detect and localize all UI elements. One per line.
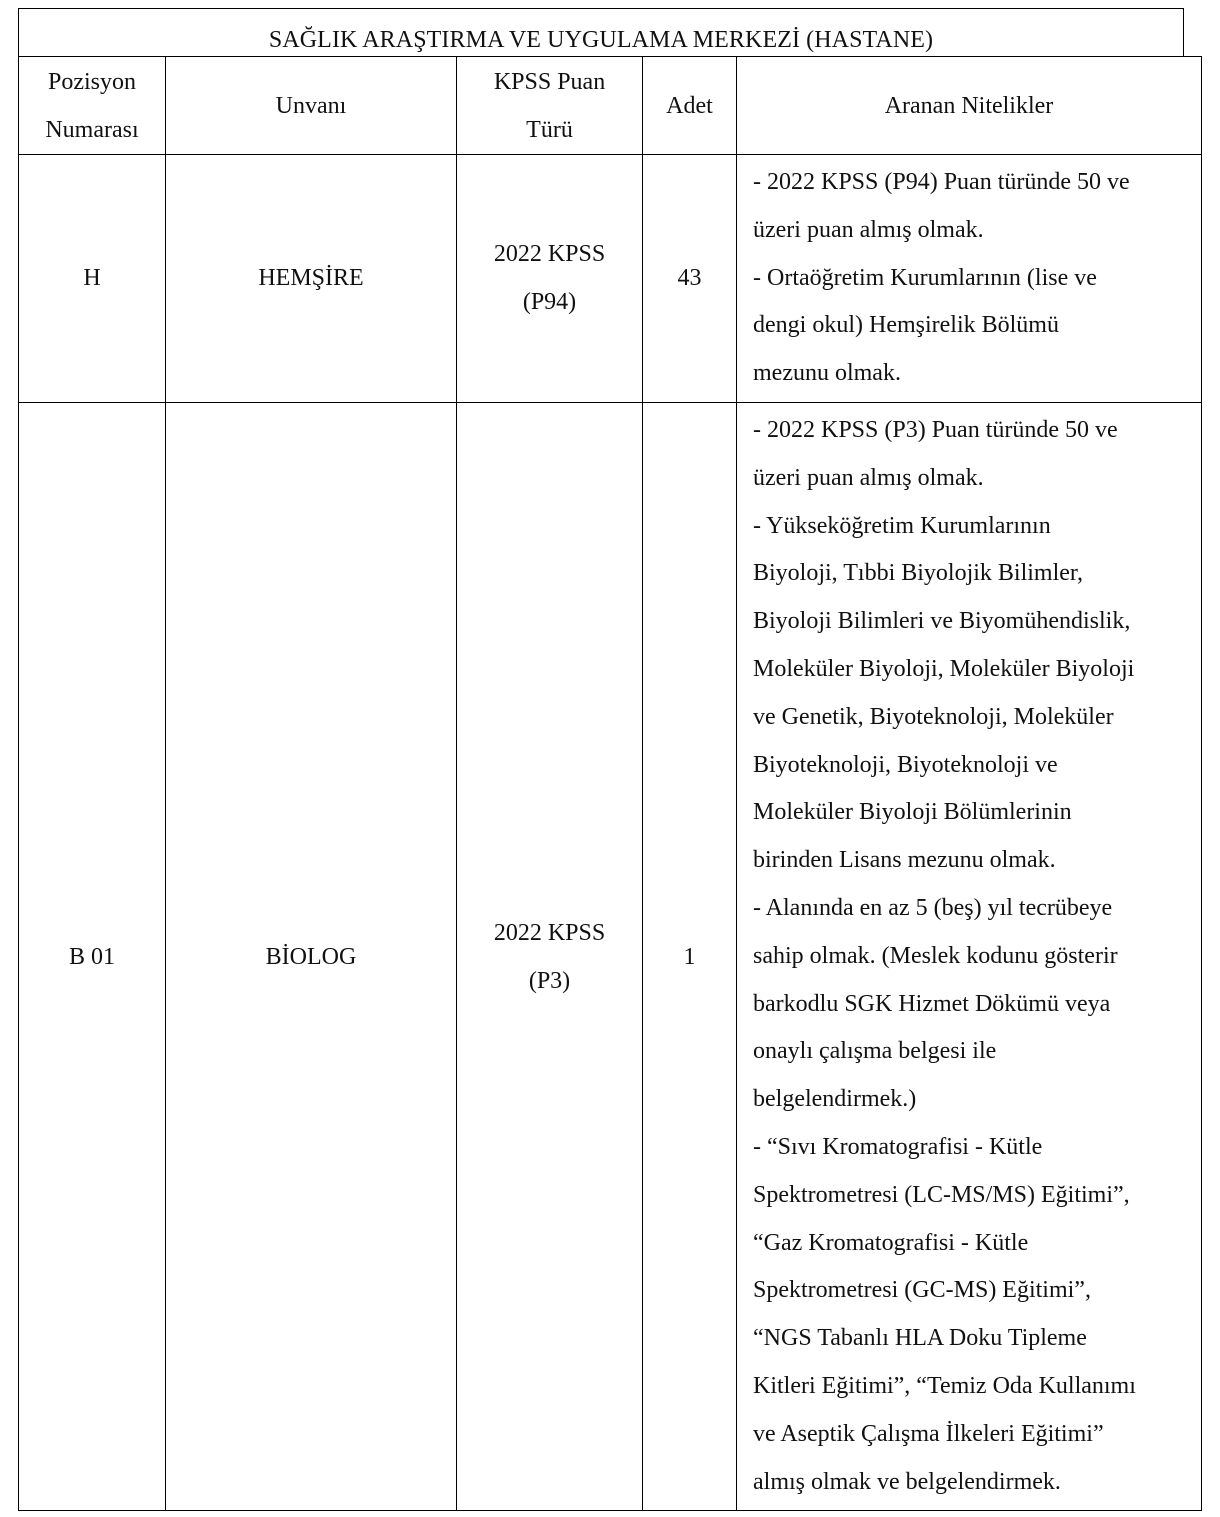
kpss-line1: 2022 KPSS xyxy=(493,919,606,946)
header-position-line1: Pozisyon xyxy=(47,68,136,95)
requirement-line: birinden Lisans mezunu olmak. xyxy=(753,847,1056,874)
header-requirements: Aranan Nitelikler xyxy=(737,57,1202,155)
header-kpss xyxy=(457,57,643,155)
requirement-line: “NGS Tabanlı HLA Doku Tipleme xyxy=(753,1325,1087,1352)
header-position-line2: Numarası xyxy=(45,116,139,143)
header-title: Unvanı xyxy=(166,57,457,155)
position-cell: B 01 xyxy=(19,402,166,1510)
count-cell: 1 xyxy=(643,402,737,1510)
header-kpss-line1: KPSS Puan xyxy=(493,68,606,95)
requirement-line: onaylı çalışma belgesi ile xyxy=(753,1038,997,1065)
requirement-line: Biyoloji, Tıbbi Biyolojik Bilimler, xyxy=(753,560,1083,587)
requirement-line: üzeri puan almış olmak. xyxy=(753,216,984,243)
requirement-line: ve Genetik, Biyoteknoloji, Moleküler xyxy=(753,703,1114,730)
requirement-line: - Ortaöğretim Kurumlarının (lise ve xyxy=(753,264,1097,291)
title-cell: HEMŞİRE xyxy=(166,155,457,403)
requirement-line: - Alanında en az 5 (beş) yıl tecrübeye xyxy=(753,894,1113,921)
requirement-line: Moleküler Biyoloji, Moleküler Biyoloji xyxy=(753,655,1135,682)
table-row xyxy=(19,402,1202,1510)
header-row xyxy=(19,57,1202,155)
requirement-line: barkodlu SGK Hizmet Dökümü veya xyxy=(753,990,1111,1017)
requirement-line: Biyoloji Bilimleri ve Biyomühendislik, xyxy=(753,608,1131,635)
requirement-line: Spektrometresi (LC-MS/MS) Eğitimi”, xyxy=(753,1181,1130,1208)
requirement-line: ve Aseptik Çalışma İlkeleri Eğitimi” xyxy=(753,1420,1104,1447)
kpss-line2: (P3) xyxy=(528,967,571,994)
requirement-line: belgelendirmek.) xyxy=(753,1086,917,1113)
requirement-line: “Gaz Kromatografisi - Kütle xyxy=(753,1229,1029,1256)
requirement-line: sahip olmak. (Meslek kodunu gösterir xyxy=(753,942,1118,969)
position-cell: H xyxy=(19,155,166,403)
kpss-cell xyxy=(457,402,643,1510)
requirements-cell xyxy=(737,402,1202,1510)
header-position xyxy=(19,57,166,155)
requirement-line: - 2022 KPSS (P3) Puan türünde 50 ve xyxy=(753,416,1118,443)
requirement-line: Kitleri Eğitimi”, “Temiz Oda Kullanımı xyxy=(753,1372,1136,1399)
table-title: SAĞLIK ARAŞTIRMA VE UYGULAMA MERKEZİ (HASTANE) xyxy=(18,8,1184,56)
title-cell: BİOLOG xyxy=(166,402,457,1510)
requirement-line: - “Sıvı Kromatografisi - Kütle xyxy=(753,1133,1043,1160)
requirement-line: Biyoteknoloji, Biyoteknoloji ve xyxy=(753,751,1058,778)
requirement-line: - Yükseköğretim Kurumlarının xyxy=(753,512,1051,539)
requirement-line: dengi okul) Hemşirelik Bölümü xyxy=(753,312,1059,339)
requirement-line: mezunu olmak. xyxy=(753,360,901,387)
header-kpss-line2: Türü xyxy=(526,116,573,143)
positions-table xyxy=(18,56,1202,1511)
kpss-line2: (P94) xyxy=(522,289,577,316)
kpss-line1: 2022 KPSS xyxy=(493,241,606,268)
requirement-line: Spektrometresi (GC-MS) Eğitimi”, xyxy=(753,1277,1091,1304)
count-cell: 43 xyxy=(643,155,737,403)
header-count: Adet xyxy=(643,57,737,155)
requirement-line: üzeri puan almış olmak. xyxy=(753,464,984,491)
kpss-cell xyxy=(457,155,643,403)
requirement-line: Moleküler Biyoloji Bölümlerinin xyxy=(753,799,1072,826)
table-row xyxy=(19,155,1202,403)
requirement-line: almış olmak ve belgelendirmek. xyxy=(753,1468,1061,1495)
requirements-cell xyxy=(737,155,1202,403)
requirement-line: - 2022 KPSS (P94) Puan türünde 50 ve xyxy=(753,169,1130,195)
